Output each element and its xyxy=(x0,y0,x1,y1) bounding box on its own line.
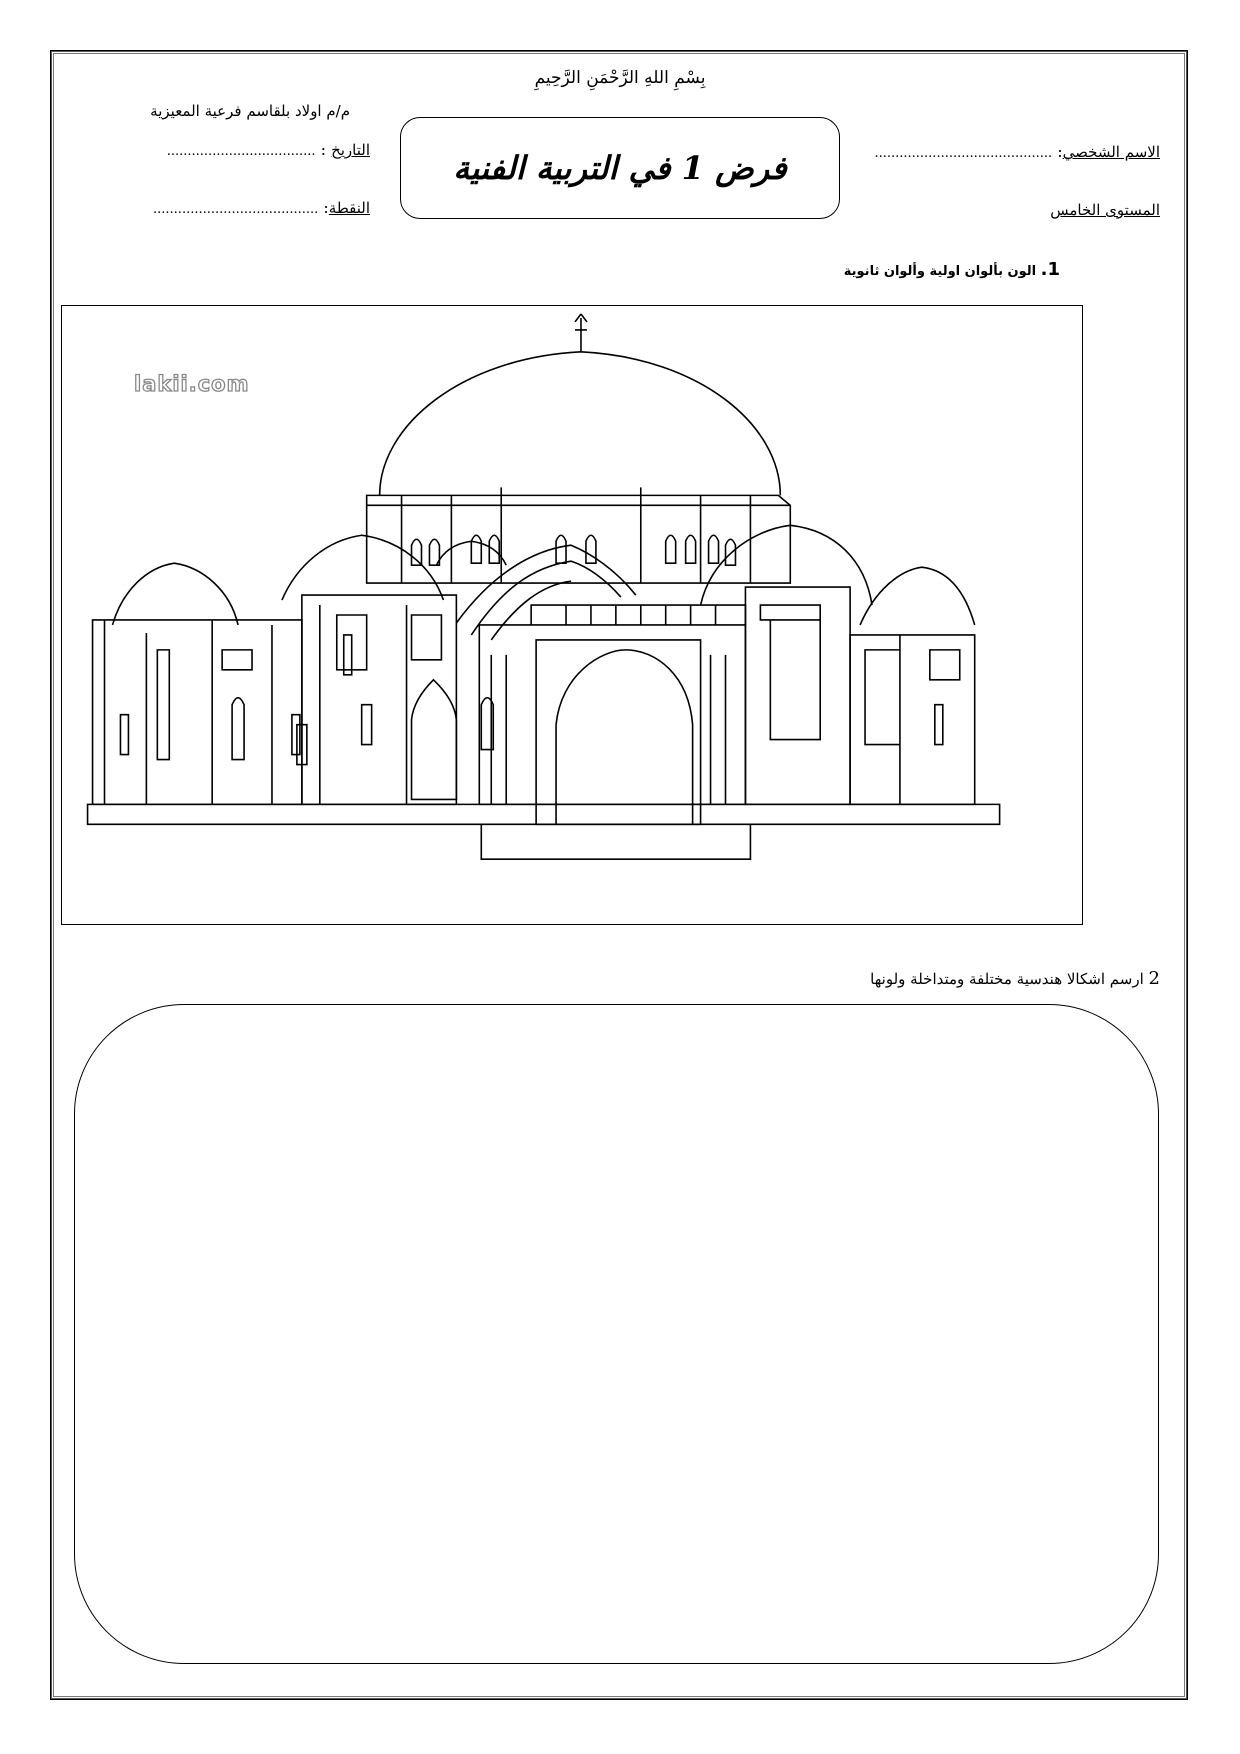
basmala: بِسْمِ اللهِ الرَّحْمَنِ الرَّحِيمِ xyxy=(534,68,706,88)
level-label: المستوى الخامس xyxy=(1050,201,1160,219)
question-1-number: 1. xyxy=(1040,259,1060,280)
date-separator: : xyxy=(315,140,332,159)
date-dots[interactable]: .................................... xyxy=(166,144,316,159)
grade-field xyxy=(153,198,370,217)
school-name: م/م اولاد بلقاسم فرعية المعيزية xyxy=(150,102,350,120)
question-1-text: الون بألوان اولية وألوان ثانوية xyxy=(843,264,1037,279)
watermark: lakii.com xyxy=(134,372,250,396)
grade-label: النقطة xyxy=(328,199,370,217)
drawing-area[interactable] xyxy=(74,1004,1159,1664)
date-label: التاريخ xyxy=(331,141,370,159)
level-field xyxy=(1050,200,1160,219)
question-2-text: ارسم اشكالا هندسية مختلفة ومتداخلة ولونها xyxy=(870,970,1144,988)
question-2 xyxy=(870,968,1160,989)
name-field xyxy=(874,142,1160,161)
question-2-number: 2 xyxy=(1148,968,1160,989)
mosque-drawing xyxy=(62,306,1082,924)
date-field xyxy=(167,140,370,159)
title-box xyxy=(400,117,840,219)
question-1 xyxy=(844,259,1060,280)
mosque-image xyxy=(61,305,1083,925)
grade-separator: : xyxy=(318,198,329,217)
grade-dots[interactable]: ........................................ xyxy=(153,202,319,217)
name-label: الاسم الشخصي xyxy=(1062,143,1160,161)
name-dots[interactable]: ........................................... xyxy=(874,146,1053,161)
page-title: فرض 1 في التربية الفنية xyxy=(453,149,787,187)
name-separator: : xyxy=(1052,142,1063,161)
